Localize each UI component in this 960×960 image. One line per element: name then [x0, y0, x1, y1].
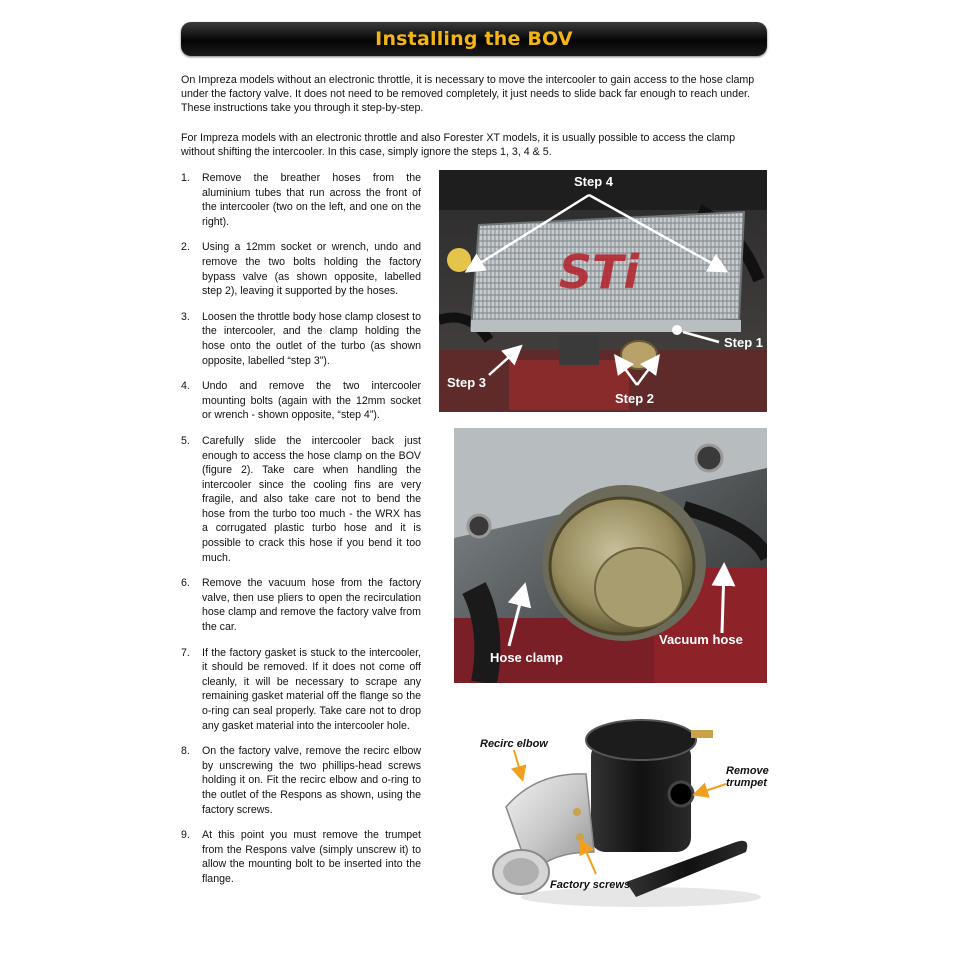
- step-text: If the factory gasket is stuck to the intercooler, it should be removed. If it does not come off cleanly, it will be necessary to scrape any remaining gasket material off the flange so the o-ring can seal properly. Take care not to drop any gasket material into the intercooler hole.: [202, 646, 421, 732]
- step-item-5: [181, 434, 421, 565]
- label-trumpet: trumpet: [726, 777, 767, 789]
- step-text: Carefully slide the intercooler back just enough to access the hose clamp on the BOV (figure 2). Take care when handling the intercooler since the cooling fins are very fragile, and also take care not to bend the hose from the turbo too much - the WRX has a corrugated plastic turbo hose and it is possible to crack this hose if you bend it too much.: [202, 434, 421, 564]
- step-number: 1.: [181, 172, 190, 184]
- label-vacuum-hose: Vacuum hose: [659, 632, 743, 647]
- instruction-steps: [181, 171, 421, 887]
- factory-screw: [573, 808, 581, 816]
- label-step-1: Step 1: [724, 335, 764, 350]
- respons-valve-photo: [476, 702, 776, 912]
- step-item-8: [181, 744, 421, 817]
- step-text: Undo and remove the two intercooler mounting bolts (again with the 12mm socket or wrench - shown opposite, “step 4”).: [202, 380, 421, 422]
- factory-valve-photo: [454, 428, 767, 683]
- step-number: 3.: [181, 310, 190, 323]
- step-number: 2.: [181, 241, 190, 254]
- label-step-2: Step 2: [615, 391, 655, 406]
- step-number: 4.: [181, 380, 190, 393]
- label-remove: Remove: [726, 765, 769, 777]
- step-number: 5.: [181, 434, 190, 447]
- step-item-7: [181, 646, 421, 734]
- step-number: 6.: [181, 577, 190, 590]
- step-item-1: [181, 171, 421, 229]
- page-title-banner: [181, 22, 767, 56]
- intercooler-photo: [439, 170, 767, 412]
- intro-paragraph-2: For Impreza models with an electronic throttle and also Forester XT models, it is usually possible to access the clamp without shifting the intercooler. In this case, simply ignore the steps 1, 3, 4 & 5.: [181, 132, 736, 158]
- step-item-4: [181, 379, 421, 423]
- step-item-9: [181, 828, 421, 886]
- step-text: At this point you must remove the trumpet from the Respons valve (simply unscrew it) to allow the mounting bolt to be inserted into the flange.: [202, 829, 421, 885]
- step-text: Loosen the throttle body hose clamp closest to the intercooler, and the clamp holding the hose onto the outlet of the turbo (as shown opposite, labelled “step 3”).: [202, 310, 421, 367]
- label-recirc-elbow: Recirc elbow: [480, 738, 548, 750]
- page-title: Installing the BOV: [375, 28, 573, 50]
- step-number: 8.: [181, 745, 190, 758]
- step-number: 9.: [181, 829, 190, 842]
- label-hose-clamp: Hose clamp: [490, 650, 563, 665]
- step-number: 7.: [181, 646, 190, 659]
- label-step-3: Step 3: [447, 375, 487, 390]
- label-factory-screws: Factory screws: [550, 879, 631, 891]
- step-text: Using a 12mm socket or wrench, undo and remove the two bolts holding the factory bypass valve (as shown opposite, labelled step 2), leaving it supported by the hoses.: [202, 241, 421, 298]
- sti-logo: STi: [558, 245, 640, 299]
- step-text: On the factory valve, remove the recirc elbow by unscrewing the two phillips-head screws holding it on. Fit the recirc elbow and o-ring to the outlet of the Respons as shown, using the factory screws.: [202, 745, 421, 816]
- intro-paragraph-1: On Impreza models without an electronic throttle, it is necessary to move the intercooler to gain access to the hose clamp under the factory valve. It does not need to be removed completely, it just needs to slide back far enough to reach under. These instructions take you through it step-by-step.: [181, 74, 755, 114]
- step-text: Remove the vacuum hose from the factory valve, then use pliers to open the recirculation hose clamp and remove the factory valve from the car.: [202, 577, 421, 634]
- step-item-6: [181, 576, 421, 634]
- step1-marker: [672, 325, 682, 335]
- factory-bypass-valve: [542, 485, 706, 641]
- step-text: Remove the breather hoses from the aluminium tubes that run across the front of the intercooler (two on the left, and one on the right).: [202, 172, 421, 228]
- factory-screw: [576, 833, 584, 841]
- step-item-3: [181, 310, 421, 368]
- label-step-4: Step 4: [574, 174, 614, 189]
- step-item-2: [181, 240, 421, 298]
